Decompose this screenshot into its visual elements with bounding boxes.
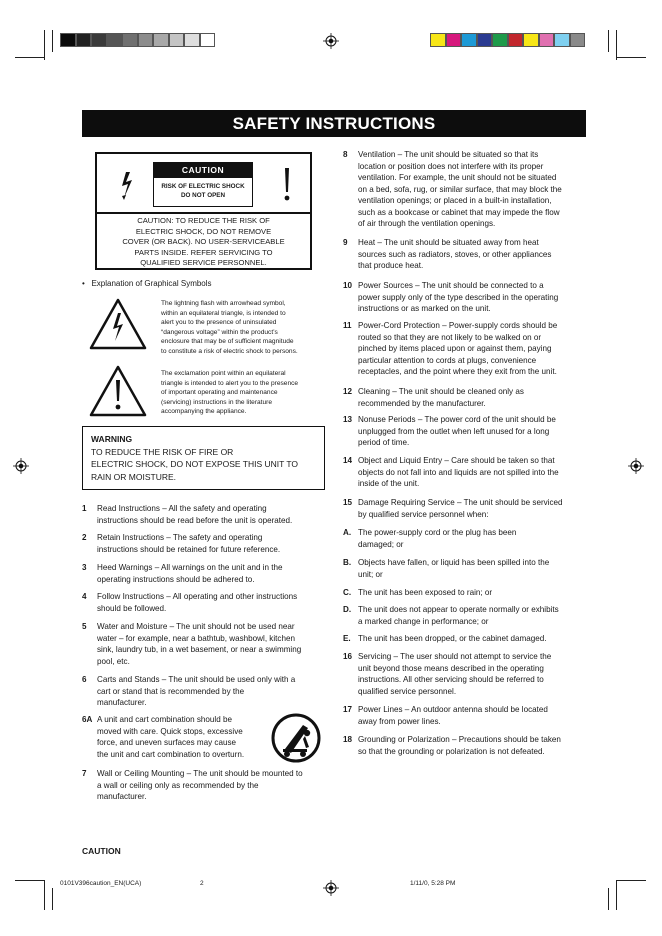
item-text (358, 414, 586, 449)
item-text-line: instructions. All other servicing should be referred to (358, 675, 544, 684)
description-line: alert you to the presence of uninsulated (161, 319, 277, 327)
item-text-line: operating instructions should be adhered to. (97, 574, 255, 584)
item-text-line: unplugged from the outlet when left unused for a long (358, 426, 550, 436)
color-swatch (153, 33, 169, 47)
crop-mark (15, 57, 45, 58)
item-number: 17 (343, 705, 353, 714)
graphical-symbols-heading (82, 279, 212, 288)
item-text (358, 734, 586, 757)
item-text-line: of air through the ventilation openings. (358, 219, 496, 228)
item-text (97, 532, 329, 555)
item-number: 11 (343, 321, 352, 330)
item-number: 10 (343, 281, 353, 290)
item-text-line: cart or stand that is recommended by the (97, 686, 245, 696)
description-line: to constitute a risk of electric shock to persons. (161, 347, 298, 355)
risk-line: RISK OF ELECTRIC SHOCK (161, 183, 245, 190)
item-number: 14 (343, 456, 353, 465)
item-number: 18 (343, 735, 353, 744)
color-swatch (76, 33, 92, 47)
item-text-line: The unit has been exposed to rain; or (358, 588, 493, 597)
item-text-line: instructions or as marked on the unit. (358, 304, 491, 313)
page-title: SAFETY INSTRUCTIONS (82, 110, 586, 137)
item-text-line: unit; or (358, 569, 383, 579)
item-text-line: Object and Liquid Entry – Care should be taken so that (358, 456, 555, 465)
color-swatch (570, 33, 586, 47)
item-text-line: A unit and cart combination should be (97, 715, 232, 724)
item-text-line: a marked change in performance; or (358, 616, 489, 626)
item-number: 16 (343, 652, 353, 661)
item-text (97, 621, 329, 667)
item-text (358, 237, 586, 272)
item-text-line: a wall or ceiling only as recommended by the (97, 780, 259, 790)
crop-mark (616, 880, 646, 881)
item-text (358, 704, 586, 727)
item-text-line: The unit does not appear to operate normally or exhibits (358, 605, 559, 614)
item-text-line: sources such as radiators, stoves, or other appliances (358, 249, 552, 259)
color-swatch (184, 33, 200, 47)
item-text-line: should be followed. (97, 603, 167, 613)
item-text-line: objects do not fall into and liquids are not spilled into the (358, 467, 559, 477)
cart-tip-over-icon (271, 713, 321, 763)
item-text (358, 497, 586, 520)
item-text-line: Grounding or Polarization – Precautions should be taken (358, 735, 561, 744)
registration-mark-icon (628, 458, 644, 474)
crop-mark (44, 30, 45, 60)
item-text-line: routed so that they are not likely to be walked on or (358, 332, 542, 342)
item-number: 13 (343, 415, 353, 424)
item-text-line: Cleaning – The unit should be cleaned only as (358, 387, 524, 396)
item-text-line: Carts and Stands – The unit should be used only with a (97, 675, 296, 684)
heading-text: Explanation of Graphical Symbols (91, 279, 212, 288)
item-text-line: unit beyond those means described in the operating (358, 663, 544, 673)
item-number: B. (343, 558, 352, 567)
description-line: The lightning flash with arrowhead symbol, (161, 300, 286, 307)
item-text-line: Heed Warnings – All warnings on the unit and in the (97, 563, 283, 572)
process-color-bar (430, 33, 585, 47)
item-text-line: instructions should be retained for future reference. (97, 544, 281, 554)
item-text-line: receptacles, and the point where they exit from the unit. (358, 367, 557, 376)
color-swatch (492, 33, 508, 47)
item-number: 5 (82, 622, 87, 631)
item-text-line: Nonuse Periods – The power cord of the unit should be (358, 415, 556, 424)
item-number: D. (343, 605, 352, 614)
description-line: The exclamation point within an equilateral (161, 370, 286, 377)
caution-body-line: CAUTION: TO REDUCE THE RISK OF (137, 216, 270, 225)
description-line: within an equilateral triangle, is intended to (161, 309, 286, 317)
item-number: 2 (82, 533, 87, 542)
crop-mark (608, 30, 609, 52)
item-text-line: on a bed, sofa, rug, or similar surface, that may block the (358, 184, 562, 194)
item-text-line: particular attention to cords at plugs, convenience (358, 355, 537, 365)
color-swatch (91, 33, 107, 47)
item-text (97, 562, 329, 585)
registration-mark-icon (323, 880, 339, 896)
item-number: 6 (82, 675, 87, 684)
color-swatch (477, 33, 493, 47)
item-text-line: the unit and cart combination to overturn. (97, 749, 245, 759)
item-text-line: force, and uneven surfaces may cause (97, 738, 237, 747)
color-swatch (539, 33, 555, 47)
description-line: (servicing) instructions in the literature (161, 398, 273, 406)
item-text (358, 527, 586, 550)
item-text-line: The power-supply cord or the plug has been (358, 528, 517, 537)
item-text-line: period of time. (358, 438, 410, 447)
item-text-line: Power-Cord Protection – Power-supply cords should be (358, 321, 558, 330)
item-number: 7 (82, 769, 87, 778)
item-text-line: recommended by the manufacturer. (358, 398, 486, 408)
item-text-line: qualified service personnel. (358, 686, 457, 696)
item-number: 15 (343, 498, 353, 507)
item-text-line: by qualified service personnel when: (358, 509, 489, 519)
exclamation-icon (269, 160, 305, 208)
lightning-bolt-icon (107, 160, 147, 208)
warning-text (91, 446, 316, 484)
item-text (97, 591, 329, 614)
item-text-line: Read Instructions – All the safety and operating (97, 504, 267, 513)
warning-heading: WARNING (91, 434, 133, 444)
lightning-triangle-icon (88, 297, 148, 351)
item-text-line: Power Lines – An outdoor antenna should be located (358, 705, 548, 714)
item-number: 9 (343, 238, 348, 247)
item-text-line: water – for example, near a bathtub, washbowl, kitchen (97, 633, 295, 643)
item-number: 3 (82, 563, 87, 572)
item-text (358, 149, 586, 230)
item-text-line: power supply only of the type described in the operating (358, 292, 559, 302)
item-text-line: location or position does not interfere with its proper (358, 161, 544, 171)
item-text-line: Damage Requiring Service – The unit should be serviced (358, 498, 563, 507)
color-swatch (554, 33, 570, 47)
item-text-line: moved with care. Quick stops, excessive (97, 726, 243, 736)
footer-page-number: 2 (200, 880, 204, 887)
color-swatch (446, 33, 462, 47)
item-text-line: Wall or Ceiling Mounting – The unit should be mounted to (97, 769, 303, 778)
item-text-line: Power Sources – The unit should be connected to a (358, 281, 544, 290)
description-line: enclosure that may be of sufficient magnitude (161, 338, 294, 346)
exclamation-triangle-icon (88, 364, 148, 418)
crop-mark (616, 880, 617, 910)
item-number: C. (343, 588, 352, 597)
item-text (358, 320, 586, 378)
item-text (358, 455, 586, 490)
crop-mark (52, 30, 53, 52)
item-text-line: ventilation. For example, the unit should not be situated (358, 173, 557, 182)
caution-label (95, 152, 312, 270)
item-text (97, 503, 329, 526)
caution-body-line: COVER (OR BACK). NO USER-SERVICEABLE (122, 237, 285, 246)
registration-mark-icon (13, 458, 29, 474)
item-number: A. (343, 528, 352, 537)
color-swatch (169, 33, 185, 47)
caution-word: CAUTION (154, 163, 252, 178)
description-line: “dangerous voltage” within the product’s (161, 328, 278, 336)
color-swatch (107, 33, 123, 47)
description-line: triangle is intended to alert you to the presence (161, 379, 299, 387)
item-text-line: pinched by items placed upon or against them, paying (358, 344, 552, 353)
color-swatch (508, 33, 524, 47)
item-text-line: Retain Instructions – The safety and operating (97, 533, 263, 542)
item-text-line: damaged; or (358, 539, 404, 549)
color-swatch (138, 33, 154, 47)
color-swatch (430, 33, 446, 47)
color-swatch (461, 33, 477, 47)
item-text-line: Heat – The unit should be situated away from heat (358, 238, 539, 247)
item-text (358, 651, 586, 697)
caution-body-line: ELECTRIC SHOCK, DO NOT REMOVE (135, 226, 272, 236)
item-text-line: that produce heat. (358, 261, 424, 270)
footer-filename: 0101V396caution_EN(UCA) (60, 880, 142, 887)
item-text (358, 557, 586, 580)
item-text-line: Ventilation – The unit should be situated so that its (358, 150, 539, 159)
item-number: 12 (343, 387, 353, 396)
item-text (358, 604, 586, 627)
item-text-line: Water and Moisture – The unit should not be used near (97, 622, 295, 631)
color-swatch (60, 33, 76, 47)
item-text-line: pool, etc. (97, 656, 130, 666)
item-text-line: so that the grounding or polarization is not defeated. (358, 746, 545, 756)
item-number: 1 (82, 504, 87, 513)
color-swatch (122, 33, 138, 47)
divider (97, 212, 310, 214)
crop-mark (616, 30, 617, 60)
item-number: 4 (82, 592, 87, 601)
warning-line: TO REDUCE THE RISK OF FIRE OR (91, 446, 234, 457)
item-text-line: inside of the unit. (358, 479, 420, 488)
footer-caution: CAUTION (82, 846, 121, 856)
exclamation-symbol-description (161, 369, 326, 417)
do-not-open-line: DO NOT OPEN (180, 192, 226, 199)
item-text (358, 633, 586, 645)
item-text (358, 587, 586, 599)
crop-mark (15, 880, 45, 881)
item-text-line: sink, laundry tub, in a wet basement, or near a swimming (97, 645, 302, 654)
flash-symbol-description (161, 299, 326, 357)
item-number: 6A (82, 715, 93, 724)
warning-box (82, 426, 325, 490)
item-text (358, 280, 586, 315)
bullet-icon: • (82, 279, 92, 288)
item-text-line: Objects have fallen, or liquid has been spilled into the (358, 558, 550, 567)
caution-body-line: QUALIFIED SERVICE PERSONNEL. (140, 258, 267, 267)
item-number: E. (343, 634, 351, 643)
caution-body-line: PARTS INSIDE. REFER SERVICING TO (134, 247, 273, 257)
item-text-line: The unit has been dropped, or the cabinet damaged. (358, 634, 547, 643)
item-text-line: manufacturer. (97, 792, 147, 801)
crop-mark (608, 888, 609, 910)
description-line: of important operating and maintenance (161, 389, 278, 397)
warning-line: RAIN OR MOISTURE. (91, 471, 177, 482)
footer-datetime: 1/11/0, 5:28 PM (410, 880, 456, 887)
caution-body (101, 216, 306, 269)
item-text-line: away from power lines. (358, 716, 441, 726)
item-text (358, 386, 586, 409)
item-text (97, 768, 329, 803)
color-swatch (523, 33, 539, 47)
item-text-line: manufacturer. (97, 698, 147, 707)
crop-mark (52, 888, 53, 910)
item-text-line: instructions should be read before the unit is operated. (97, 515, 293, 525)
item-text-line: Servicing – The user should not attempt to service the (358, 652, 552, 661)
item-number: 8 (343, 150, 348, 159)
grayscale-color-bar (60, 33, 215, 47)
item-text-line: such as a bookcase or cabinet that may impede the flow (358, 207, 560, 217)
description-line: accompanying the appliance. (161, 408, 247, 416)
crop-mark (616, 57, 646, 58)
item-text-line: Follow Instructions – All operating and other instructions (97, 592, 298, 601)
item-text-line: ventilation openings; or placed in a built-in installation, (358, 196, 552, 205)
caution-header (153, 162, 253, 207)
item-text (97, 674, 329, 709)
color-swatch (200, 33, 216, 47)
registration-mark-icon (323, 33, 339, 49)
warning-line: ELECTRIC SHOCK, DO NOT EXPOSE THIS UNIT TO (91, 459, 299, 469)
crop-mark (44, 880, 45, 910)
